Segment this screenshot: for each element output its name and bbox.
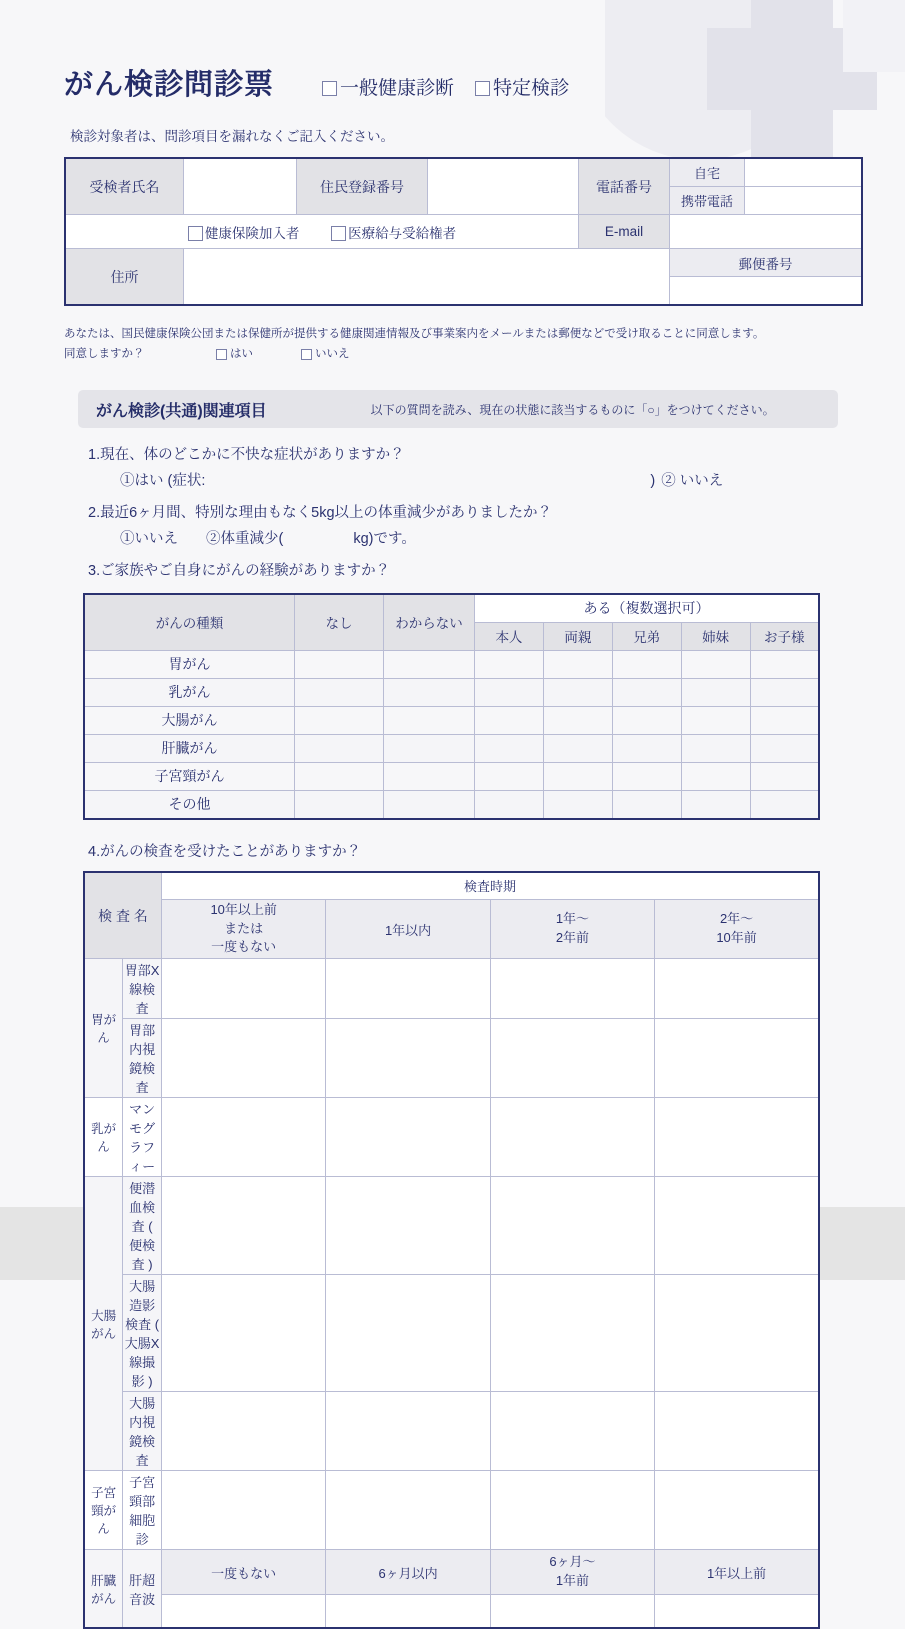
- question-3: 3.ご家族やご自身にがんの経験がありますか？: [88, 563, 391, 580]
- cell-brother[interactable]: [612, 650, 681, 678]
- cell-sister[interactable]: [681, 678, 750, 706]
- row-label-stomach-cancer: 胃がん: [84, 650, 295, 678]
- col-header-liver-6m-1y: [490, 1550, 654, 1595]
- cell-period-4[interactable]: [655, 1098, 819, 1177]
- row-exam-liver-ultrasound: 肝超音波: [123, 1550, 162, 1629]
- col-header-exam-name: 検 査 名: [84, 872, 162, 959]
- table-row: [65, 215, 862, 249]
- input-address[interactable]: [184, 249, 670, 306]
- cell-unknown[interactable]: [384, 762, 475, 790]
- label-home-phone: 自宅: [670, 158, 745, 187]
- checkbox-icon[interactable]: [216, 349, 227, 360]
- cell-brother[interactable]: [612, 706, 681, 734]
- cell-unknown[interactable]: [384, 706, 475, 734]
- cell-brother[interactable]: [612, 678, 681, 706]
- col-header-cancer-type: がんの種類: [84, 594, 295, 651]
- cell-parents[interactable]: [543, 790, 612, 819]
- col-header-liver-within-6m: 6ヶ月以内: [326, 1550, 490, 1595]
- cell-parents[interactable]: [543, 678, 612, 706]
- cell-parents[interactable]: [543, 762, 612, 790]
- cell-period-3[interactable]: [490, 959, 654, 1019]
- col-header-relation-child: お子様: [750, 622, 819, 650]
- row-category-stomach: 胃がん: [84, 959, 123, 1098]
- consent-block: [64, 324, 905, 364]
- label-email: E-mail: [579, 215, 670, 249]
- row-category-colon: 大腸がん: [84, 1177, 123, 1471]
- table-row: [84, 1275, 819, 1392]
- cell-period-1[interactable]: [162, 1177, 326, 1275]
- cell-child[interactable]: [750, 762, 819, 790]
- table-row: [84, 959, 819, 1019]
- cell-self[interactable]: [475, 650, 544, 678]
- col-header-relation-sister: 姉妹: [681, 622, 750, 650]
- cell-sister[interactable]: [681, 790, 750, 819]
- q1-option-no[interactable]: ② いいえ: [661, 472, 724, 489]
- checkbox-option-medical-benefit[interactable]: [331, 226, 456, 241]
- checkbox-icon[interactable]: [331, 226, 346, 241]
- table-row: [84, 1098, 819, 1177]
- period-line: 2年～: [719, 911, 754, 927]
- col-header-unknown: わからない: [384, 594, 475, 651]
- table-row: [65, 249, 862, 277]
- table-row: [84, 790, 819, 819]
- table-row: [84, 762, 819, 790]
- row-exam-stomach-endoscopy: 胃部内視鏡検査: [123, 1019, 162, 1098]
- question-2-answers: [120, 532, 905, 547]
- consent-text: あなたは、国民健康保険公団または保健所が提供する健康関連情報及び事業案内をメールまたは郵便などで受け取ることに同意します。: [64, 328, 765, 340]
- option-label: 特定検診: [493, 78, 570, 99]
- cell-period-3[interactable]: [490, 1177, 654, 1275]
- input-examinee-name[interactable]: [184, 158, 297, 215]
- cell-period-2[interactable]: [326, 1471, 490, 1550]
- cell-child[interactable]: [750, 650, 819, 678]
- personal-info-table: [64, 157, 863, 306]
- option-label: 一般健康診断: [340, 78, 455, 99]
- col-header-liver-over-1y: 1年以上前: [655, 1550, 819, 1595]
- cell-parents[interactable]: [543, 650, 612, 678]
- cell-none[interactable]: [295, 678, 384, 706]
- q1-paren-close: ): [650, 472, 656, 489]
- cell-self[interactable]: [475, 762, 544, 790]
- cell-unknown[interactable]: [384, 734, 475, 762]
- question-1: 1.現在、体のどこかに不快な症状がありますか？: [88, 447, 405, 464]
- cell-sister[interactable]: [681, 734, 750, 762]
- table-row: [84, 899, 819, 959]
- row-label-other-cancer: その他: [84, 790, 295, 819]
- instruction-text: 検診対象者は、問診項目を漏れなくご記入ください。: [70, 129, 394, 144]
- checkbox-icon[interactable]: [188, 226, 203, 241]
- cell-none[interactable]: [295, 790, 384, 819]
- period-line: または: [224, 920, 264, 936]
- label-mobile-phone: 携帯電話: [670, 187, 745, 215]
- input-zip-code[interactable]: [670, 277, 863, 306]
- consent-answer-row: [64, 344, 905, 364]
- question-list: [88, 448, 905, 579]
- row-exam-stomach-xray: 胃部X線検査: [123, 959, 162, 1019]
- cell-sister[interactable]: [681, 706, 750, 734]
- cell-period-2[interactable]: [326, 1392, 490, 1471]
- col-header-period-2y-10y: [655, 899, 819, 959]
- period-line: 2年前: [555, 930, 590, 946]
- cell-period-3[interactable]: [490, 1471, 654, 1550]
- cell-liver-period-1[interactable]: [162, 1595, 326, 1629]
- question-1-answers: [120, 474, 905, 489]
- cell-sister[interactable]: [681, 650, 750, 678]
- cell-none[interactable]: [295, 762, 384, 790]
- q2-option-no[interactable]: ①いいえ: [120, 530, 178, 547]
- input-mobile-phone[interactable]: [745, 187, 863, 215]
- label-examinee-name: 受検者氏名: [65, 158, 184, 215]
- q1-option-yes[interactable]: ①はい (症状:: [120, 472, 206, 489]
- table-row: [84, 1177, 819, 1275]
- checkbox-icon[interactable]: [322, 81, 337, 96]
- cell-period-1[interactable]: [162, 1471, 326, 1550]
- table-row: [84, 1595, 819, 1629]
- row-label-breast-cancer: 乳がん: [84, 678, 295, 706]
- cell-brother[interactable]: [612, 762, 681, 790]
- cell-none[interactable]: [295, 650, 384, 678]
- cell-period-1[interactable]: [162, 1392, 326, 1471]
- q2-option-weightloss[interactable]: ②体重減少(: [206, 530, 284, 547]
- cell-period-1[interactable]: [162, 1098, 326, 1177]
- cell-period-4[interactable]: [655, 959, 819, 1019]
- row-exam-fecal-occult-blood: 便潜血検査 ( 便検査 ): [123, 1177, 162, 1275]
- exam-history-table: [83, 871, 820, 1629]
- row-exam-barium-enema: 大腸造影検査 ( 大腸X線撮影 ): [123, 1275, 162, 1392]
- row-label-colon-cancer: 大腸がん: [84, 706, 295, 734]
- table-row: [84, 734, 819, 762]
- col-header-period-within-1y: 1年以内: [326, 899, 490, 959]
- cell-unknown[interactable]: [384, 650, 475, 678]
- col-header-liver-never: 一度もない: [162, 1550, 326, 1595]
- cell-liver-period-4[interactable]: [655, 1595, 819, 1629]
- cell-period-3[interactable]: [490, 1098, 654, 1177]
- cell-period-2[interactable]: [326, 959, 490, 1019]
- cancer-history-table: [83, 593, 820, 820]
- question-2: 2.最近6ヶ月間、特別な理由もなく5kg以上の体重減少がありましたか？: [88, 505, 553, 522]
- insurance-checkbox-group: [65, 215, 579, 249]
- exam-type-options: [322, 73, 583, 100]
- cell-period-3[interactable]: [490, 1019, 654, 1098]
- form-header: [0, 0, 905, 103]
- section-title: がん検診(共通)関連項目: [96, 402, 267, 420]
- option-label: 医療給与受給権者: [348, 225, 457, 241]
- col-header-has-history: ある（複数選択可）: [475, 594, 820, 623]
- cell-child[interactable]: [750, 790, 819, 819]
- cell-unknown[interactable]: [384, 678, 475, 706]
- checkbox-icon[interactable]: [475, 81, 490, 96]
- cell-period-2[interactable]: [326, 1177, 490, 1275]
- checkbox-option-health-insurance[interactable]: [188, 226, 300, 241]
- period-line: 一度もない: [211, 939, 277, 955]
- table-row: [84, 1550, 819, 1595]
- col-header-exam-period: 検査時期: [162, 872, 820, 900]
- table-row: [84, 650, 819, 678]
- table-row: [84, 872, 819, 900]
- question-4: 4.がんの検査を受けたことがありますか？: [88, 843, 362, 860]
- section-header-common-screening: [78, 390, 838, 428]
- period-line: 1年～: [555, 911, 590, 927]
- checkbox-icon[interactable]: [301, 349, 312, 360]
- col-header-relation-parents: 両親: [543, 622, 612, 650]
- table-row: [84, 1019, 819, 1098]
- table-row: [84, 1471, 819, 1550]
- cell-period-3[interactable]: [490, 1392, 654, 1471]
- cell-self[interactable]: [475, 678, 544, 706]
- table-row: [84, 1392, 819, 1471]
- cell-none[interactable]: [295, 734, 384, 762]
- cell-sister[interactable]: [681, 762, 750, 790]
- table-row: [84, 706, 819, 734]
- row-exam-colonoscopy: 大腸内視鏡検査: [123, 1392, 162, 1471]
- col-header-period-10y-or-never: [162, 899, 326, 959]
- cell-parents[interactable]: [543, 706, 612, 734]
- label-zip-code: 郵便番号: [670, 249, 863, 277]
- table-row: [84, 594, 819, 623]
- period-line: 6ヶ月～: [549, 1554, 596, 1570]
- cell-child[interactable]: [750, 678, 819, 706]
- cell-period-4[interactable]: [655, 1392, 819, 1471]
- row-exam-mammography: マンモグラフィー: [123, 1098, 162, 1177]
- option-label: いいえ: [315, 348, 350, 361]
- cell-brother[interactable]: [612, 734, 681, 762]
- table-row: [65, 158, 862, 187]
- input-email[interactable]: [670, 215, 863, 249]
- cell-period-4[interactable]: [655, 1177, 819, 1275]
- label-address: 住所: [65, 249, 184, 306]
- cell-unknown[interactable]: [384, 790, 475, 819]
- cell-period-4[interactable]: [655, 1019, 819, 1098]
- checkbox-option-consent-yes[interactable]: [216, 344, 253, 364]
- row-label-liver-cancer: 肝臓がん: [84, 734, 295, 762]
- row-category-liver: 肝臓がん: [84, 1550, 123, 1629]
- col-header-period-1y-2y: [490, 899, 654, 959]
- col-header-none: なし: [295, 594, 384, 651]
- col-header-relation-brother: 兄弟: [612, 622, 681, 650]
- label-resident-number: 住民登録番号: [297, 158, 428, 215]
- cell-period-1[interactable]: [162, 1019, 326, 1098]
- cell-liver-period-3[interactable]: [490, 1595, 654, 1629]
- label-telephone: 電話番号: [579, 158, 670, 215]
- cell-period-1[interactable]: [162, 959, 326, 1019]
- table-row: [84, 678, 819, 706]
- input-home-phone[interactable]: [745, 158, 863, 187]
- row-label-cervical-cancer: 子宮頸がん: [84, 762, 295, 790]
- period-line: 10年前: [716, 930, 757, 946]
- cell-period-1[interactable]: [162, 1275, 326, 1392]
- option-label: 健康保険加入者: [204, 225, 300, 241]
- checkbox-option-consent-no[interactable]: [301, 344, 350, 364]
- q2-weight-unit: kg)です。: [353, 530, 416, 547]
- cell-period-2[interactable]: [326, 1098, 490, 1177]
- cell-child[interactable]: [750, 706, 819, 734]
- cell-child[interactable]: [750, 734, 819, 762]
- period-line: 10年以上前: [210, 901, 277, 917]
- input-resident-number[interactable]: [428, 158, 579, 215]
- cell-none[interactable]: [295, 706, 384, 734]
- cell-period-4[interactable]: [655, 1471, 819, 1550]
- checkbox-option-specific-exam[interactable]: [475, 73, 569, 100]
- cell-self[interactable]: [475, 734, 544, 762]
- cell-self[interactable]: [475, 790, 544, 819]
- cell-period-4[interactable]: [655, 1275, 819, 1392]
- cell-period-2[interactable]: [326, 1019, 490, 1098]
- cell-period-3[interactable]: [490, 1275, 654, 1392]
- row-exam-cervical-cytology: 子宮頸部細胞診: [123, 1471, 162, 1550]
- cell-period-2[interactable]: [326, 1275, 490, 1392]
- cell-self[interactable]: [475, 706, 544, 734]
- consent-question: 同意しますか？: [64, 348, 145, 361]
- cell-brother[interactable]: [612, 790, 681, 819]
- checkbox-option-general-health[interactable]: [322, 73, 454, 100]
- option-label: はい: [230, 348, 253, 361]
- cell-liver-period-2[interactable]: [326, 1595, 490, 1629]
- page-title: がん検診問診票: [64, 69, 275, 101]
- period-line: 1年前: [555, 1573, 590, 1589]
- col-header-relation-self: 本人: [475, 622, 544, 650]
- cell-parents[interactable]: [543, 734, 612, 762]
- row-category-cervical: 子宮頸がん: [84, 1471, 123, 1550]
- row-category-breast: 乳がん: [84, 1098, 123, 1177]
- section-note: 以下の質問を読み、現在の状態に該当するものに「○」をつけてください。: [370, 402, 775, 417]
